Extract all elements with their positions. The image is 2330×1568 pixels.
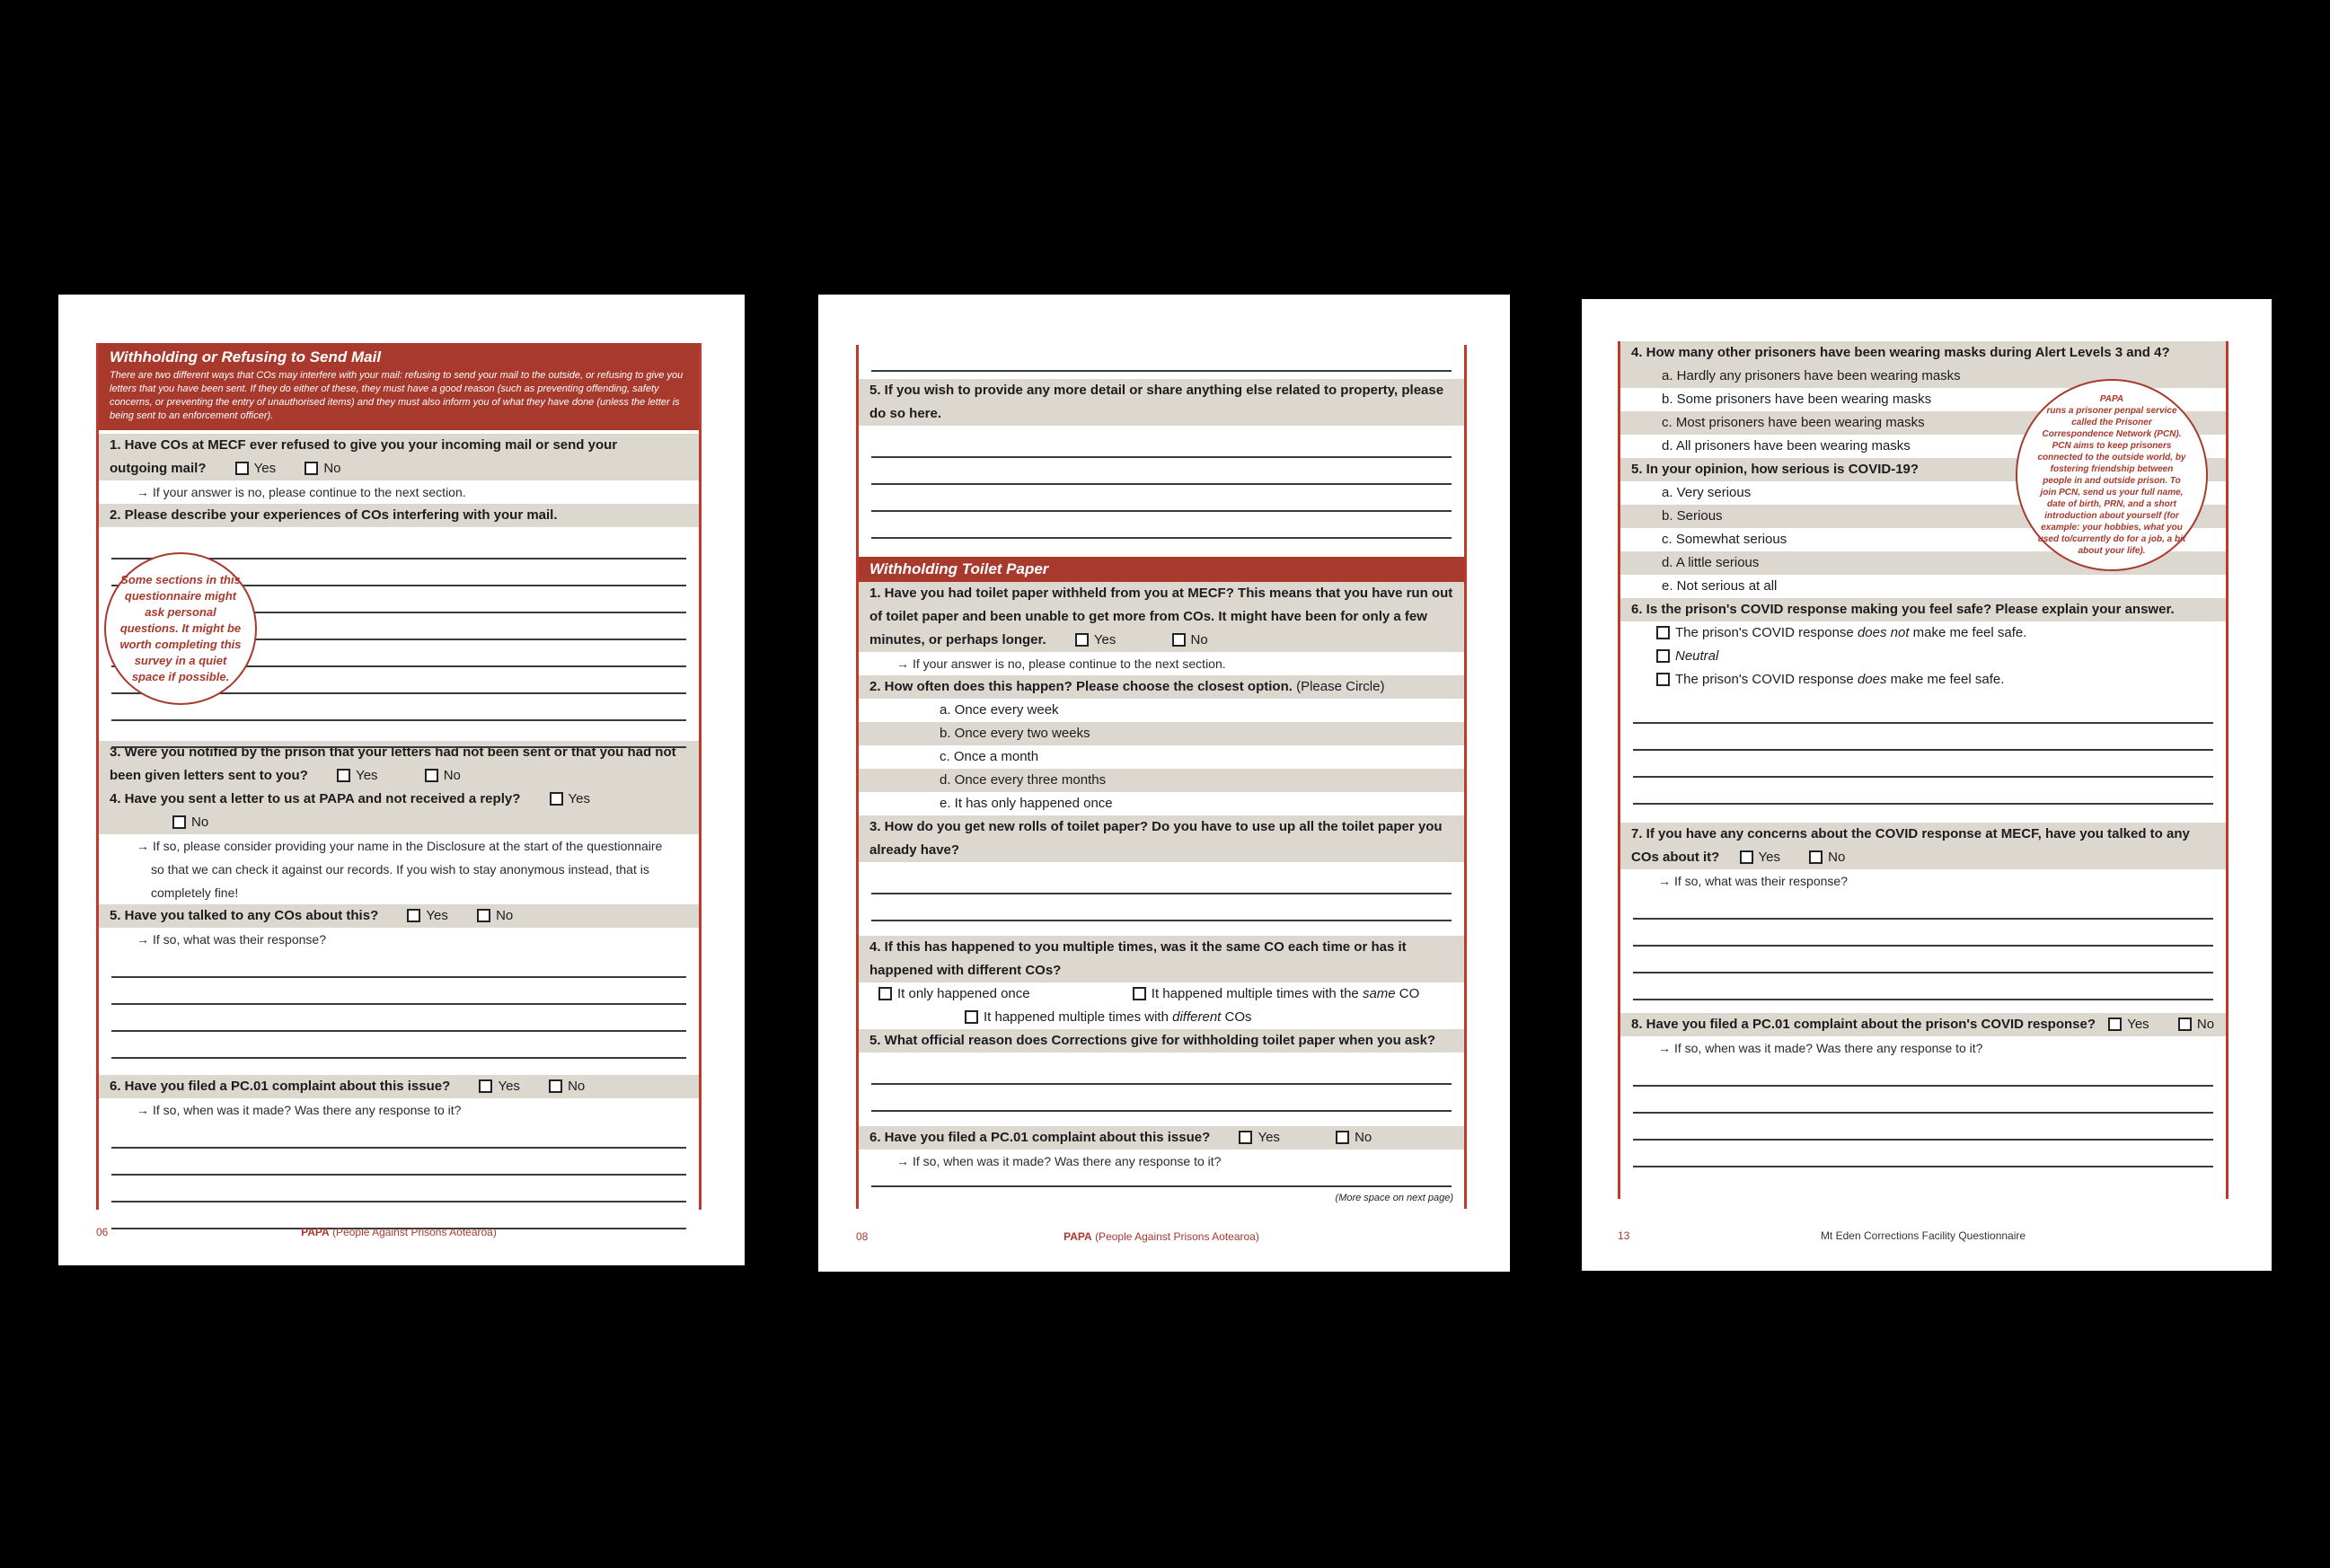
more-space-note: (More space on next page) xyxy=(1335,1193,1453,1203)
arrow-icon: → xyxy=(896,656,909,671)
page-08 xyxy=(818,295,1510,1272)
q6-option-neutral[interactable]: Neutral xyxy=(1620,645,2226,668)
arrow-icon: → xyxy=(137,839,149,853)
question-2: 2. How often does this happen? Please choose the closest option. (Please Circle) xyxy=(859,675,1464,699)
question-4: 4. How many other prisoners have been wearing masks during Alert Levels 3 and 4? xyxy=(1620,341,2226,365)
q1-note: → If your answer is no, please continue to the next section. xyxy=(859,652,1464,675)
section-title: Withholding Toilet Paper xyxy=(869,560,1049,577)
q1-note: → If your answer is no, please continue to the next section. xyxy=(99,480,699,504)
q5b-answer-lines[interactable] xyxy=(859,1053,1464,1126)
q4-option-once[interactable]: It only happened once xyxy=(878,986,1030,1001)
question-5: 5. If you wish to provide any more detail or share anything else related to property, please do so here. xyxy=(859,379,1464,426)
q5-yes[interactable]: Yes xyxy=(407,904,447,928)
question-5: 5. In your opinion, how serious is COVID-19? xyxy=(1620,458,2226,481)
page-footer xyxy=(96,1226,702,1240)
q1-yes[interactable]: Yes xyxy=(235,457,276,480)
arrow-icon: → xyxy=(1658,874,1671,888)
arrow-icon: → xyxy=(1658,1041,1671,1055)
q5-option-e[interactable]: e. Not serious at all xyxy=(1662,578,1778,594)
q6-yes[interactable]: Yes xyxy=(1239,1126,1279,1150)
q6-yes[interactable]: Yes xyxy=(479,1075,519,1098)
q4-yes[interactable]: Yes xyxy=(550,788,590,811)
q7-no[interactable]: No xyxy=(1809,846,1845,869)
q5-option-b[interactable]: b. Serious xyxy=(1620,505,2226,528)
q3-yes[interactable]: Yes xyxy=(337,764,377,788)
q8-yes[interactable]: Yes xyxy=(2108,1013,2149,1036)
checkbox[interactable] xyxy=(235,462,249,475)
q5-no[interactable]: No xyxy=(477,904,513,928)
pcn-info-circle: PAPA runs a prisoner penpal service called the Prisoner Correspondence Network (PCN). PCN aims to keep prisoners connected to the outside world, by fostering friendship between people in and outside prison. To join PCN, send us your full name, date of birth, PRN, and a short introduction about yourself (for example: your hobbies, what you used to/currently do for a job, a bit about your life). xyxy=(2016,379,2208,571)
q6-answer-lines[interactable] xyxy=(859,1173,1464,1189)
q6-no[interactable]: No xyxy=(549,1075,585,1098)
q2-answer-lines[interactable] xyxy=(99,527,699,741)
q2-option-a[interactable]: a. Once every week xyxy=(940,702,1059,718)
q5-option-a[interactable]: a. Very serious xyxy=(1662,485,1752,500)
q8-no[interactable]: No xyxy=(2178,1013,2214,1036)
q7-answer-lines[interactable] xyxy=(1620,893,2226,1013)
q1-no[interactable]: No xyxy=(1172,629,1208,652)
arrow-icon: → xyxy=(137,1103,149,1117)
question-6: 6. Have you filed a PC.01 complaint about this issue? Yes No xyxy=(99,1075,699,1098)
arrow-icon: → xyxy=(896,1154,909,1168)
q4-note: → If so, please consider providing your name in the Disclosure at the start of the questionnaire so that we can check it against our records. If you wish to stay anonymous instead, that is completely fine! xyxy=(99,834,699,904)
q4-option-same[interactable]: It happened multiple times with the same CO xyxy=(1133,986,1420,1001)
q4-option-different[interactable]: It happened multiple times with different COs xyxy=(965,1009,1252,1025)
footer-brand: PAPA xyxy=(301,1226,330,1238)
arrow-icon: → xyxy=(137,485,149,499)
q1-yes[interactable]: Yes xyxy=(1075,629,1116,652)
q6-note: → If so, when was it made? Was there any response to it? xyxy=(99,1098,699,1122)
q2-option-b[interactable]: b. Once every two weeks xyxy=(859,722,1464,745)
q2-option-e[interactable]: e. It has only happened once xyxy=(940,796,1113,811)
section-header xyxy=(99,343,699,430)
q5-option-d[interactable]: d. A little serious xyxy=(1620,551,2226,575)
q5-answer-lines[interactable] xyxy=(99,951,699,1075)
question-5b: 5. What official reason does Corrections give for withholding toilet paper when you ask? xyxy=(859,1029,1464,1053)
q5-answer-lines[interactable] xyxy=(859,426,1464,557)
question-6: 6. Is the prison's COVID response making you feel safe? Please explain your answer. xyxy=(1620,598,2226,621)
q5-option-c[interactable]: c. Somewhat serious xyxy=(1662,532,1787,547)
q2-option-c[interactable]: c. Once a month xyxy=(940,749,1039,764)
question-1: 1. Have you had toilet paper withheld from you at MECF? This means that you have run out of toilet paper and been unable to get more from COs. It might have been for only a few minutes, or perhaps longer. Yes No xyxy=(859,582,1464,652)
page-number: 08 xyxy=(856,1230,869,1243)
question-7: 7. If you have any concerns about the COVID response at MECF, have you talked to any COs about it? Yes No xyxy=(1620,823,2226,869)
q3-no[interactable]: No xyxy=(425,764,461,788)
question-5: 5. Have you talked to any COs about this? Yes No xyxy=(99,904,699,928)
q4-option-a[interactable]: a. Hardly any prisoners have been wearing masks xyxy=(1620,365,2226,388)
question-4: 4. Have you sent a letter to us at PAPA and not received a reply? Yes No xyxy=(99,788,699,834)
footer-brand: PAPA xyxy=(1064,1230,1092,1243)
page-13 xyxy=(1582,299,2272,1271)
q3-answer-lines[interactable] xyxy=(859,862,1464,936)
q6-option-not-safe[interactable]: The prison's COVID response does not make me feel safe. xyxy=(1620,621,2226,645)
q4-options-row2 xyxy=(859,1006,1464,1029)
q4-no[interactable]: No xyxy=(172,811,208,834)
question-2: 2. Please describe your experiences of COs interfering with your mail. xyxy=(99,504,699,527)
q2-option-d[interactable]: d. Once every three months xyxy=(859,769,1464,792)
q4-options-row1 xyxy=(859,982,1464,1006)
q1-no[interactable]: No xyxy=(304,457,340,480)
page-number: 06 xyxy=(96,1226,109,1238)
section-header xyxy=(859,557,1464,582)
q8-answer-lines[interactable] xyxy=(1620,1060,2226,1176)
info-circle: Some sections in this questionnaire might ask personal questions. It might be worth completing this survey in a quiet space if possible. xyxy=(104,552,257,705)
q4-option-c[interactable]: c. Most prisoners have been wearing masks xyxy=(1620,411,2226,435)
arrow-icon: → xyxy=(137,932,149,947)
q7-yes[interactable]: Yes xyxy=(1740,846,1780,869)
checkbox[interactable] xyxy=(304,462,318,475)
question-8: 8. Have you filed a PC.01 complaint about the prison's COVID response? Yes No xyxy=(1620,1013,2226,1036)
page-footer xyxy=(1618,1229,2229,1244)
page-13-content xyxy=(1618,341,2229,1199)
q4-option-b[interactable]: b. Some prisoners have been wearing masks xyxy=(1662,392,1932,407)
footer-text: (People Against Prisons Aotearoa) xyxy=(1095,1230,1259,1243)
q6-option-safe[interactable]: The prison's COVID response does make me feel safe. xyxy=(1620,668,2226,692)
page-number: 13 xyxy=(1618,1229,1630,1242)
question-3: 3. Were you notified by the prison that your letters had not been sent or that you had not been given letters sent to you? Yes No xyxy=(99,741,699,788)
q7-note: → If so, what was their response? xyxy=(1620,869,2226,893)
question-1: 1. Have COs at MECF ever refused to give you your incoming mail or send your outgoing mail? Yes No xyxy=(99,434,699,480)
question-6: 6. Have you filed a PC.01 complaint about this issue? Yes No xyxy=(859,1126,1464,1150)
footer-text: (People Against Prisons Aotearoa) xyxy=(332,1226,497,1238)
q4-option-d[interactable]: d. All prisoners have been wearing masks xyxy=(1662,438,1911,454)
q6-note: → If so, when was it made? Was there any response to it? xyxy=(859,1150,1464,1173)
page-08-content xyxy=(856,345,1467,1209)
q8-note: → If so, when was it made? Was there any response to it? xyxy=(1620,1036,2226,1060)
section-title: Withholding or Refusing to Send Mail xyxy=(110,348,382,366)
question-4: 4. If this has happened to you multiple times, was it the same CO each time or has it happened with different COs? xyxy=(859,936,1464,982)
q5-note: → If so, what was their response? xyxy=(99,928,699,951)
top-answer-line[interactable] xyxy=(859,345,1464,379)
q6-no[interactable]: No xyxy=(1336,1126,1372,1150)
q6-answer-lines[interactable] xyxy=(1620,692,2226,823)
footer-text: Mt Eden Corrections Facility Questionnaire xyxy=(1820,1229,2026,1242)
question-3: 3. How do you get new rolls of toilet paper? Do you have to use up all the toilet paper you already have? xyxy=(859,815,1464,862)
section-description: There are two different ways that COs may interfere with your mail: refusing to send your mail to the outside, or refusing to give you letters that you have been sent. If they do either of these, they must have a good reason (such as preventing offending, safety concerns, or preventing the entry of unauthorised items) and they must also inform you of what they have done (unless the letter is being sent to an enforcement officer). xyxy=(110,370,684,421)
page-footer xyxy=(856,1230,1467,1245)
page-06 xyxy=(58,295,745,1265)
q6-answer-lines[interactable] xyxy=(99,1122,699,1238)
page-06-content xyxy=(96,343,702,1210)
